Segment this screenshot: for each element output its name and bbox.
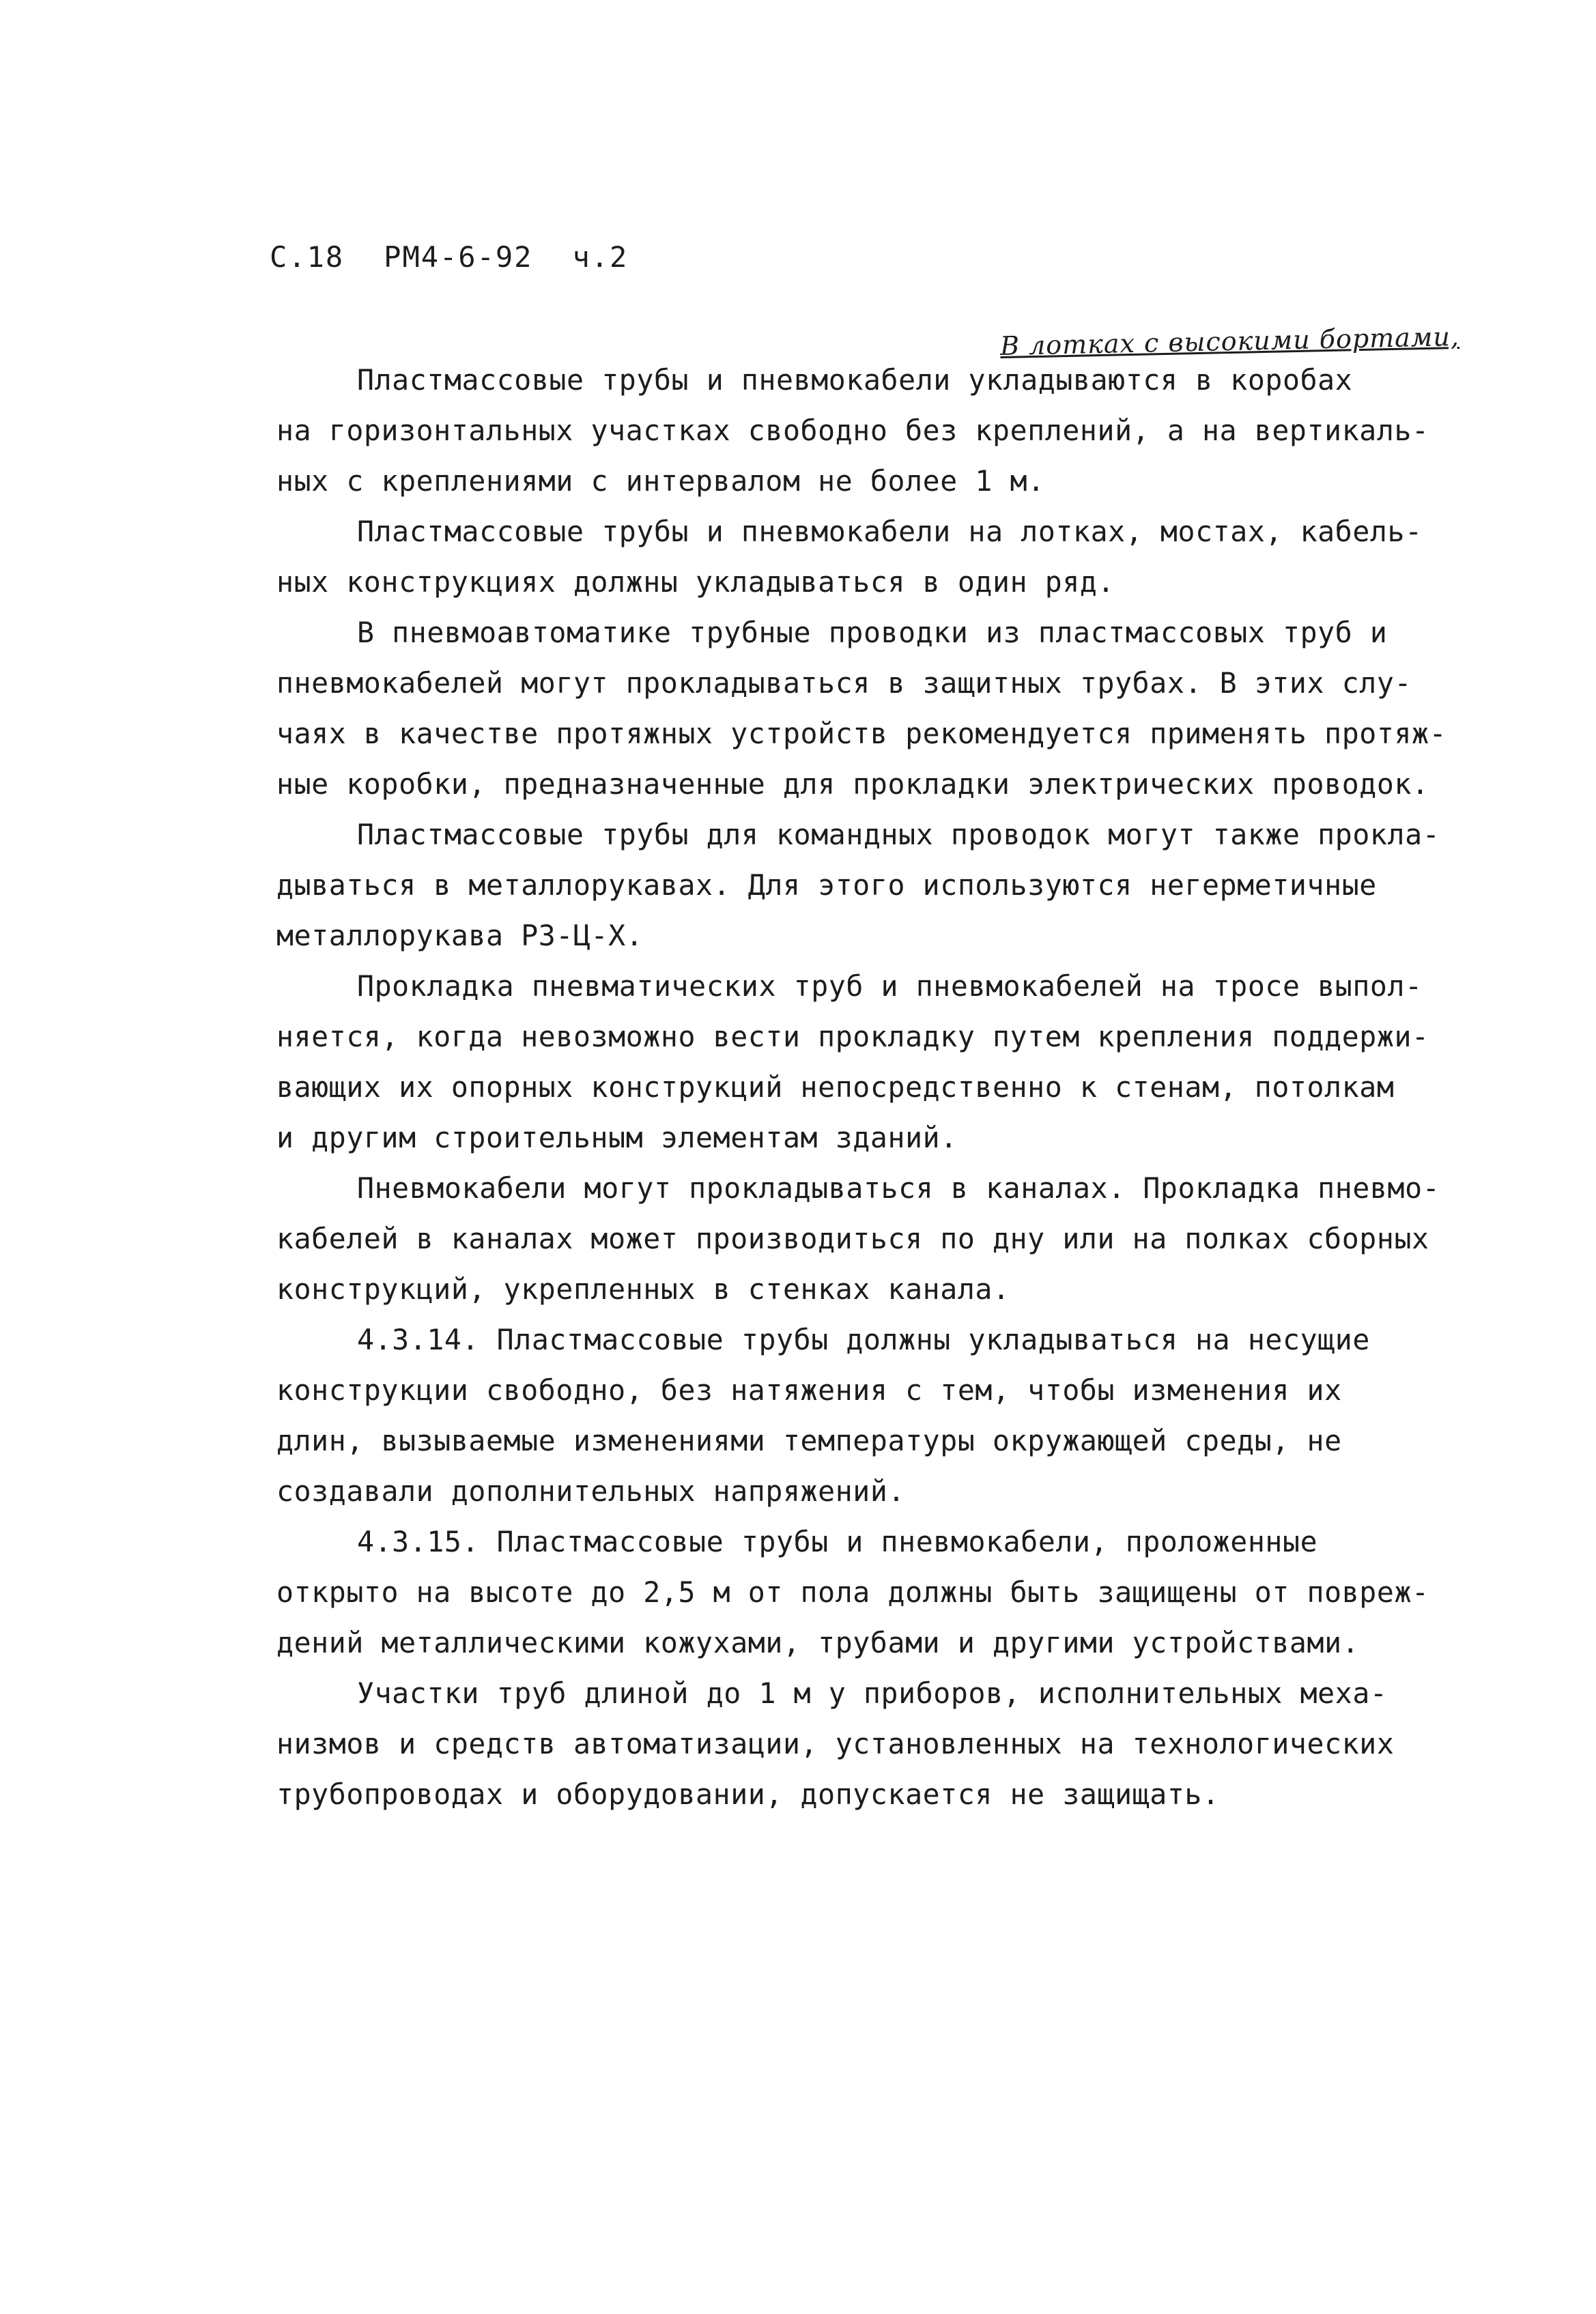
text-line: пневмокабелей могут прокладываться в защитных трубах. В этих слу-: [276, 666, 1412, 700]
text-line: 4.3.15. Пластмассовые трубы и пневмокабели, проложенные: [357, 1525, 1318, 1558]
text-line: конструкций, укрепленных в стенках канала.: [276, 1272, 1010, 1306]
text-line: трубопроводах и оборудовании, допускается не защищать.: [276, 1777, 1220, 1811]
text-line: 4.3.14. Пластмассовые трубы должны укладываться на несущие: [357, 1323, 1370, 1356]
text-line: В пневмоавтоматике трубные проводки из пластмассовых труб и: [357, 616, 1388, 649]
text-line: Пластмассовые трубы и пневмокабели укладываются в коробах: [357, 363, 1353, 397]
text-line: вающих их опорных конструкций непосредственно к стенам, потолкам: [276, 1070, 1395, 1104]
text-line: Прокладка пневматических труб и пневмокабелей на тросе выпол-: [357, 969, 1423, 1003]
text-line: низмов и средств автоматизации, установленных на технологических: [276, 1727, 1395, 1760]
text-line: ных с креплениями с интервалом не более 1 м.: [276, 464, 1045, 498]
text-line: и другим строительным элементам зданий.: [276, 1121, 958, 1154]
text-line: создавали дополнительных напряжений.: [276, 1474, 906, 1508]
text-line: конструкции свободно, без натяжения с тем, чтобы изменения их: [276, 1373, 1342, 1407]
text-line: ные коробки, предназначенные для прокладки электрических проводок.: [276, 767, 1429, 801]
text-line: Пластмассовые трубы и пневмокабели на лотках, мостах, кабель-: [357, 515, 1423, 548]
text-line: ных конструкциях должны укладываться в один ряд.: [276, 565, 1115, 599]
handwritten-annotation: В лотках с высокими бортами,: [999, 321, 1460, 362]
text-line: дываться в металлорукавах. Для этого используются негерметичные: [276, 868, 1377, 902]
text-line: кабелей в каналах может производиться по дну или на полках сборных: [276, 1222, 1429, 1255]
text-line: Пластмассовые трубы для командных проводок могут также прокла-: [357, 818, 1440, 851]
text-line: Участки труб длиной до 1 м у приборов, исполнительных меха-: [357, 1676, 1388, 1710]
document-code: РМ4-6-92: [384, 240, 533, 274]
text-line: на горизонтальных участках свободно без креплений, а на вертикаль-: [276, 414, 1429, 447]
text-line: няется, когда невозможно вести прокладку путем крепления поддержи-: [276, 1020, 1429, 1053]
page-header: [270, 240, 668, 274]
text-line: дений металлическими кожухами, трубами и другими устройствами.: [276, 1626, 1360, 1659]
text-line: открыто на высоте до 2,5 м от пола должны быть защищены от повреж-: [276, 1575, 1429, 1609]
text-line: чаях в качестве протяжных устройств рекомендуется применять протяж-: [276, 717, 1447, 750]
text-line: металлорукава РЗ-Ц-Х.: [276, 919, 644, 952]
page-number: С.18: [270, 240, 345, 274]
text-line: длин, вызываемые изменениями температуры окружающей среды, не: [276, 1424, 1342, 1457]
text-line: Пневмокабели могут прокладываться в каналах. Прокладка пневмо-: [357, 1171, 1440, 1205]
document-part: ч.2: [572, 240, 629, 274]
